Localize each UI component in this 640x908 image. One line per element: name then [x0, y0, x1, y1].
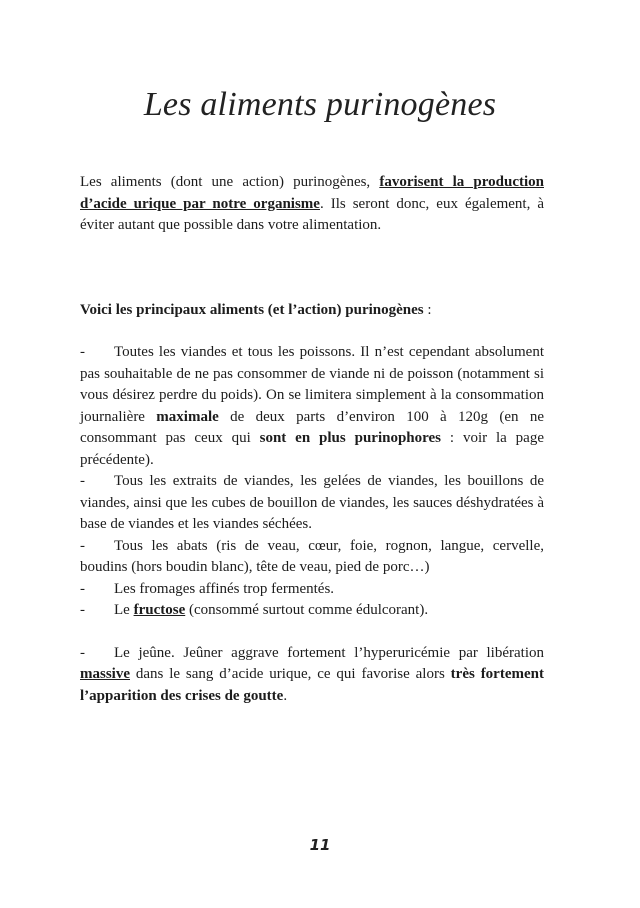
emphasis-fructose: fructose: [133, 602, 186, 618]
list-item-meats: - Toutes les viandes et tous les poissons. Il n’est cependant absolument pas souhaitable de ne pas consommer de viande ni de poisson (notamment si vous désirez perdre du poids). On se limitera simplement à la consommation journalière maximale de deux parts d’environ 100 à 120g (en ne consommant pas ceux qui sont en plus purinophores : voir la page précédente).: [80, 344, 544, 468]
list-item-offal: - Tous les abats (ris de veau, cœur, foie, rognon, langue, cervelle, boudins (hors boudin blanc), tête de veau, pied de porc…): [80, 537, 544, 575]
list-dash: -: [80, 344, 85, 360]
emphasis-goutte: très fortement l’apparition des crises de goutte: [80, 666, 544, 704]
list-dash: -: [80, 602, 85, 618]
list-item-fructose: - Le fructose (consommé surtout comme édulcorant).: [80, 600, 544, 622]
emphasis-purinophores: sont en plus purinophores: [259, 430, 442, 446]
section-heading-rest: :: [423, 301, 432, 318]
section-heading-bold: Voici les principaux aliments (et l’action) purinogènes: [80, 301, 424, 318]
page-number: 11: [309, 836, 331, 854]
list-dash: -: [80, 473, 85, 489]
intro-text-2: . Ils seront donc, eux également, à éviter autant que possible dans votre alimentation.: [80, 195, 545, 233]
list-item-extracts: - Tous les extraits de viandes, les gelées de viandes, les bouillons de viandes, ainsi que les cubes de bouillon de viandes, les sauces déshydratées à base de viandes et les viandes séchées.: [80, 473, 544, 532]
emphasis-massive: massive: [80, 666, 130, 682]
list-dash: -: [80, 644, 85, 661]
intro-text-1: Les aliments (dont une action) purinogènes,: [80, 174, 380, 190]
list-item-fasting: - Le jeûne. Jeûner aggrave fortement l’hyperuricémie par libération massive dans le sang d’acide urique, ce qui favorise alors très fortement l’apparition des crises de goutte.: [80, 644, 544, 704]
list-dash: -: [80, 537, 85, 554]
section-heading: [80, 300, 544, 322]
intro-emphasis: favorisent la production d’acide urique par notre organisme: [80, 174, 544, 212]
page-title: Les aliments purinogènes: [143, 86, 497, 123]
intro-paragraph: [80, 172, 544, 237]
list-item-cheese: - Les fromages affinés trop fermentés.: [80, 579, 544, 601]
list-dash: -: [80, 580, 85, 597]
page-content: [80, 172, 544, 707]
emphasis-maximale: maximale: [156, 408, 219, 425]
